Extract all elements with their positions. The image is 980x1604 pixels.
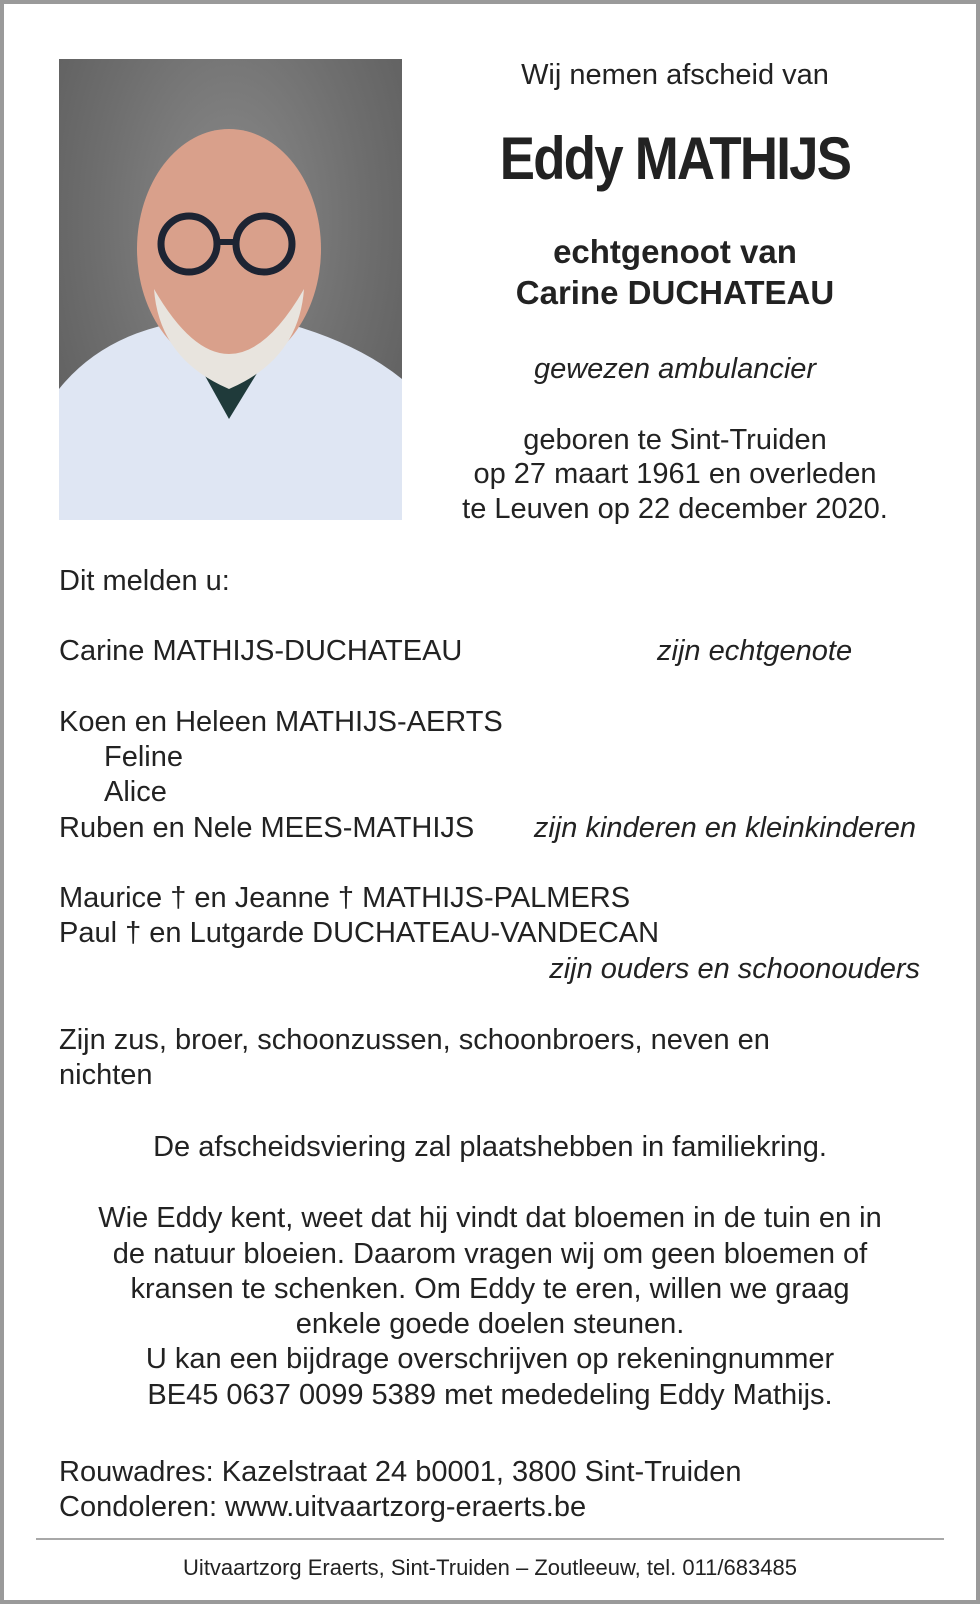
family-relation: zijn ouders en schoonouders <box>549 953 920 985</box>
ceremony-text: De afscheidsviering zal plaatshebben in familiekring. <box>153 1131 827 1163</box>
portrait-photo <box>59 59 402 520</box>
announce-text: Dit melden u: <box>59 565 230 597</box>
message-line: kransen te schenken. Om Eddy te eren, willen we graag <box>130 1273 850 1305</box>
others-text: nichten <box>59 1059 153 1091</box>
intro-text: Wij nemen afscheid van <box>521 59 829 91</box>
occupation: gewezen ambulancier <box>533 353 817 385</box>
address-text: Rouwadres: Kazelstraat 24 b0001, 3800 Sint-Truiden <box>59 1456 742 1488</box>
deceased-name: Eddy MATHIJS <box>499 125 851 192</box>
spouse-name: Carine DUCHATEAU <box>515 274 835 311</box>
family-name: Koen en Heleen MATHIJS-AERTS <box>59 706 503 738</box>
message-line: de natuur bloeien. Daarom vragen wij om geen bloemen of <box>112 1238 868 1270</box>
divider <box>36 1538 944 1540</box>
message-line: Wie Eddy kent, weet dat hij vindt dat bloemen in de tuin en in <box>98 1202 882 1234</box>
birth-line: op 27 maart 1961 en overleden <box>473 458 877 490</box>
message-line: BE45 0637 0099 5389 met mededeling Eddy Mathijs. <box>147 1379 833 1411</box>
message-line: enkele goede doelen steunen. <box>295 1308 685 1340</box>
family-name: Maurice † en Jeanne † MATHIJS-PALMERS <box>59 882 631 914</box>
death-line: te Leuven op 22 december 2020. <box>462 493 888 525</box>
family-name: Carine MATHIJS-DUCHATEAU <box>59 635 463 667</box>
spouse-label: echtgenoot van <box>553 233 797 270</box>
birth-line: geboren te Sint-Truiden <box>523 424 827 456</box>
family-name: Ruben en Nele MEES-MATHIJS <box>59 812 475 844</box>
family-relation: zijn kinderen en kleinkinderen <box>533 812 916 844</box>
family-name: Feline <box>104 741 183 773</box>
family-name: Alice <box>104 776 167 808</box>
message-line: U kan een bijdrage overschrijven op rekeningnummer <box>145 1343 835 1375</box>
others-text: Zijn zus, broer, schoonzussen, schoonbroers, neven en <box>59 1024 770 1056</box>
footer-text: Uitvaartzorg Eraerts, Sint-Truiden – Zoutleeuw, tel. 011/683485 <box>183 1555 797 1580</box>
condolences-link[interactable]: Condoleren: www.uitvaartzorg-eraerts.be <box>59 1491 587 1523</box>
family-name: Paul † en Lutgarde DUCHATEAU-VANDECAN <box>59 917 660 949</box>
family-relation: zijn echtgenote <box>657 635 853 667</box>
